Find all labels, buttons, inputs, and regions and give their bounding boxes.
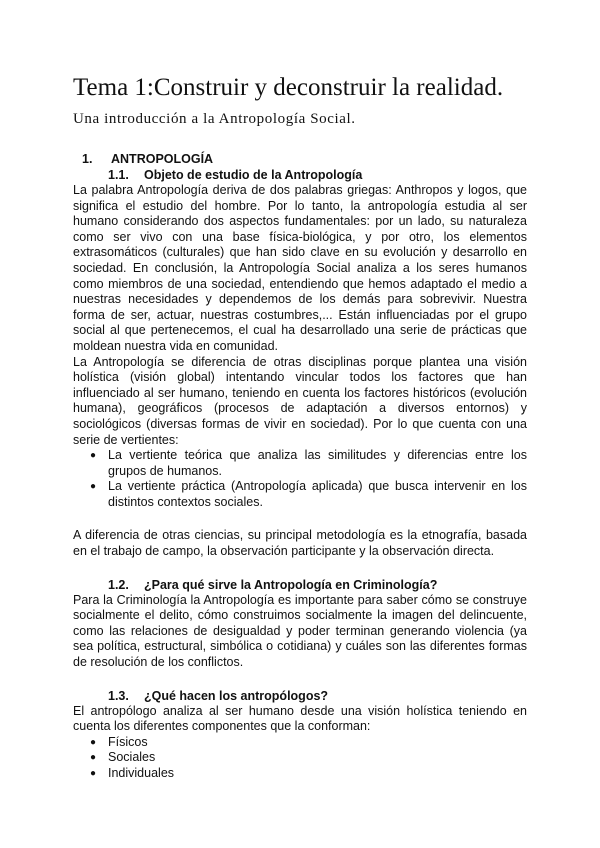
list-item-text: Sociales [108,750,156,765]
bullet-icon: ● [90,450,97,462]
list-item [73,750,527,766]
document-subtitle: Una introducción a la Antropología Social. [73,111,356,127]
subsection-title: Objeto de estudio de la Antropología [144,168,363,182]
section-title: ANTROPOLOGÍA [111,152,214,166]
list-item-text: La vertiente teórica que analiza las similitudes y diferencias entre los grupos de humanos. [108,448,527,478]
subsection-heading-1-1 [73,167,527,183]
list-item [73,479,527,510]
subsection-number: 1.1. [108,168,129,182]
list-item [73,735,527,751]
list-item-text: Individuales [108,766,175,780]
subsection-heading-1-2 [73,577,527,593]
bullet-icon: ● [90,768,97,779]
bullet-list [73,448,527,510]
bullet-list [73,735,527,782]
bullet-icon: ● [90,752,97,764]
paragraph: La Antropología se diferencia de otras disciplinas porque plantea una visión holística (visión global) intentando vincular todos los factores que han influenciado al ser humano, teniendo en cuenta los factores históricos (evolución humana), geográficos (procesos de adaptación a diversos entornos) y sociológicos (diversas formas de vivir en sociedad). Por lo que cuenta con una serie de vertientes: [73,354,527,447]
list-item [73,448,527,479]
section-number: 1. [82,152,93,166]
document-title: Tema 1:Construir y deconstruir la realidad. [73,74,504,101]
list-item-text: La vertiente práctica (Antropología aplicada) que busca intervenir en los distintos contextos sociales. [108,479,527,509]
bullet-icon: ● [90,736,97,748]
subsection-heading-1-3 [73,688,527,704]
paragraph: Para la Criminología la Antropología es importante para saber cómo se construye socialmente el delito, cómo construimos socialmente la imagen del delincuente, como las relaciones de desigualdad y poder terminan generando violencia (ya sea política, estructural, simbólica o cotidiana) y cuáles son las diferentes formas de resolución de los conflictos. [73,592,527,670]
subsection-number: 1.3. [108,688,129,703]
subsection-title: ¿Qué hacen los antropólogos? [144,688,329,703]
list-item [73,766,527,782]
list-item-text: Físicos [108,734,148,749]
subsection-number: 1.2. [108,577,129,592]
bullet-icon: ● [90,481,97,493]
section-heading [73,152,527,167]
subsection-title: ¿Para qué sirve la Antropología en Criminología? [144,577,438,592]
paragraph: El antropólogo analiza al ser humano desde una visión holística teniendo en cuenta los diferentes componentes que la conforman: [73,703,527,734]
paragraph: A diferencia de otras ciencias, su principal metodología es la etnografía, basada en el trabajo de campo, la observación participante y la observación directa. [73,528,527,559]
paragraph: La palabra Antropología deriva de dos palabras griegas: Anthropos y logos, que significa el estudio del hombre. Por lo tanto, la antropología estudia al ser humano considerando dos aspectos fundamentales: por un lado, su naturaleza como ser vivo con una base física-biológica, y por otro, los elementos extrasomáticos (culturales) que han sido clave en su evolución y desarrollo en sociedad. En conclusión, la Antropología Social analiza a los seres humanos como miembros de una sociedad, entendiendo que hemos adaptado el medio a nuestras necesidades y dependemos de los demás para sobrevivir. Nuestra forma de ser, actuar, nuestras costumbres,... Están influenciadas por el grupo social al que pertenecemos, el cual ha desarrollado una serie de prácticas que moldean nuestra vida en comunidad. [73,183,527,353]
